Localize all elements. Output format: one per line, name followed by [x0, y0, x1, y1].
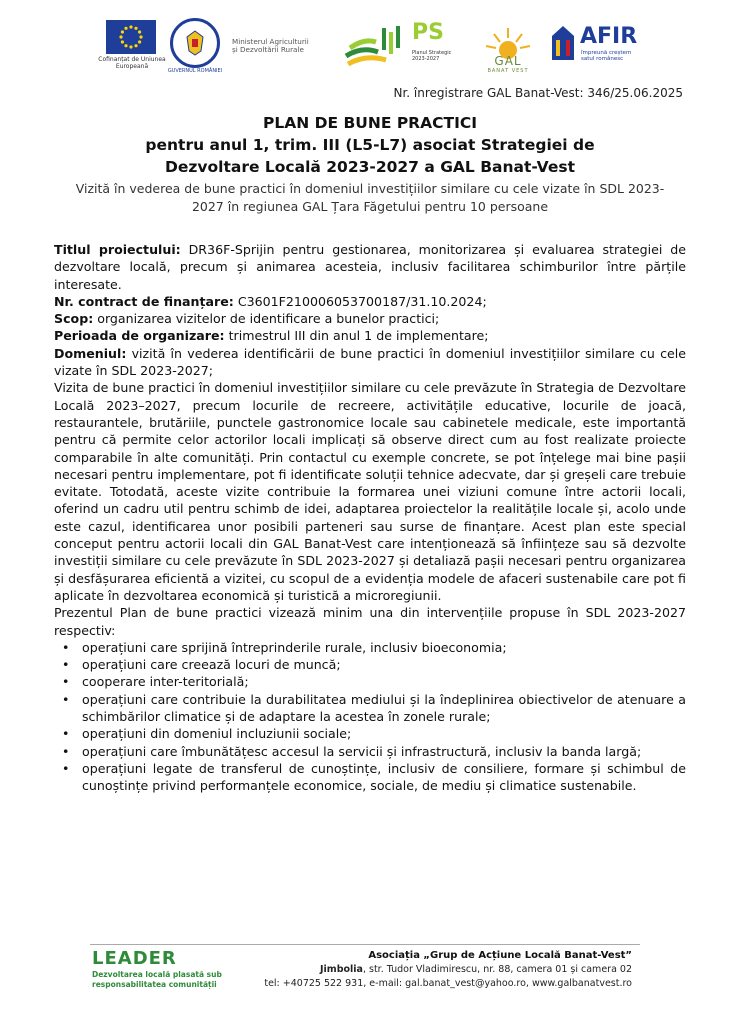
document-subtitle: Vizită în vederea de bune practici în domeniul investițiilor similare cu cele vizate în SDL 2023-2027 în regiunea GAL Țara Făgetului pentru 10 persoane [75, 181, 665, 214]
document-title-block [60, 112, 680, 216]
leader-caption: Dezvoltarea locală plasată sub responsabilitatea comunității [92, 970, 222, 989]
document-body [54, 241, 686, 795]
scope-paragraph [54, 310, 686, 327]
ps-logo-text: PS [412, 20, 444, 45]
gal-logo-text: GAL [494, 54, 522, 68]
contract-number-paragraph [54, 293, 686, 310]
contract-number-label: Nr. contract de finanțare: [54, 293, 234, 309]
contract-number-value: C3601F210006053700187/31.10.2024; [233, 293, 487, 309]
association-name: Asociația „Grup de Acțiune Locală Banat-Vest” [368, 950, 632, 961]
period-paragraph [54, 327, 686, 344]
afir-logo-text: AFIR [580, 24, 638, 49]
project-title-value: DR36F-Sprijin pentru gestionarea, monitorizarea și evaluarea strategiei de dezvoltare locală, precum și animarea acesteia, inclusiv facilitarea schimburilor între părțile interesate. [54, 242, 686, 292]
ps-caption: Planul Strategic 2023-2027 [412, 50, 452, 62]
main-paragraph: Vizita de bune practici în domeniul investițiilor similare cu cele prevăzute în Strategia de Dezvoltare Locală 2023–2027, precum locurile de recreere, activitățile educative, locurile de joacă, restaurantele, brutăriile, punctele gastronomice locale sau cabinetele medicale, este importantă pentru că permite celor actorilor locali implicați să observe direct cum au fost realizate proiecte comparabile în alte comunități. Prin contactul cu exemple concrete, se pot înțelege mai bine pașii necesari pentru implementare, pot fi identificate soluții tehnice adecvate, dar și greșeli care trebuie evitate. Totodată, aceste vizite contribuie la formarea unei viziuni comune între actorii locali, oferind un cadru util pentru schimb de idei, adaptarea proiectelor la realitățile locale și, acolo unde este cazul, identificarea unor posibili parteneri sau surse de finanțare. Acest plan este special conceput pentru actorii locali din GAL Banat-Vest care intenționează să înființeze sau să dezvolte investiții similare cu cele prevăzute în SDL 2023-2027 și detaliază pașii necesari pentru organizarea și desfășurarea eficientă a vizitei, cu scopul de a evidenția modele de afaceri sustenabile care pot fi aplicate în dezvoltarea economică și turistică a microregiunii. [54, 380, 686, 603]
eu-flag-icon [106, 20, 156, 54]
ps-wheat-logo-icon [342, 22, 406, 72]
footer-divider [90, 944, 640, 945]
scope-value: organizarea vizitelor de identificare a bunelor practici; [93, 311, 440, 327]
domain-value: vizită în vederea identificării de bune practici în domeniul investițiilor similare cu cele vizate în SDL 2023-2027; [54, 345, 686, 379]
list-item: • operațiuni care creează locuri de muncă; [74, 656, 686, 673]
document-title-line3: Dezvoltare Locală 2023-2027 a GAL Banat-Vest [165, 158, 575, 176]
document-title-line2: pentru anul 1, trim. III (L5-L7) asociat Strategiei de [145, 136, 595, 154]
list-item: • operațiuni care contribuie la durabilitatea mediului și la îndeplinirea obiectivelor de atenuare a schimbărilor climatice și de adaptare la acestea în zonele rurale; [74, 691, 686, 726]
government-emblem-icon [170, 18, 220, 68]
list-item: • operațiuni care îmbunătățesc accesul la servicii și infrastructură, inclusiv la banda largă; [74, 743, 686, 760]
ministry-name: Ministerul Agriculturii și Dezvoltării Rurale [232, 37, 309, 54]
afir-logo-icon [550, 24, 576, 64]
list-item: • operațiuni din domeniul incluziunii sociale; [74, 725, 686, 742]
association-address [320, 964, 632, 975]
domain-paragraph [54, 345, 686, 380]
government-caption: GUVERNUL ROMÂNIEI [167, 68, 223, 74]
leader-logo-text: LEADER [92, 948, 177, 969]
document-title: PLAN DE BUNE PRACTICI [263, 114, 477, 132]
eu-caption: Cofinanțat de Uniunea Europeană [98, 56, 166, 70]
page-footer [0, 944, 735, 1030]
address-street: , str. Tudor Vladimirescu, nr. 88, camera 01 și camera 02 [362, 964, 632, 975]
address-city: Jimbolia [320, 964, 363, 975]
project-title-paragraph [54, 241, 686, 293]
project-title-label: Titlul proiectului: [54, 242, 181, 257]
header-logos [0, 14, 735, 76]
list-item: • cooperare inter-teritorială; [74, 673, 686, 690]
period-label: Perioada de organizare: [54, 328, 225, 344]
list-item: • operațiuni legate de transferul de cunoștințe, inclusiv de consiliere, formare și schimbul de cunoștințe privind performanțele economice, sociale, de mediu și climatice sustenabile. [74, 760, 686, 795]
gal-caption: BANAT VEST [487, 68, 529, 74]
list-intro: Prezentul Plan de bune practici vizează minim una din intervențiile propuse în SDL 2023-2027 respectiv: [54, 605, 686, 638]
list-item: • operațiuni care sprijină întreprinderile rurale, inclusiv bioeconomia; [74, 639, 686, 656]
afir-caption: împreună creștem satul românesc [581, 50, 632, 62]
interventions-list [54, 639, 686, 795]
period-value: trimestrul III din anul 1 de implementare; [224, 328, 489, 344]
registration-number: Nr. înregistrare GAL Banat-Vest: 346/25.06.2025 [393, 86, 683, 100]
association-contact: tel: +40725 522 931, e-mail: gal.banat_vest@yahoo.ro, www.galbanatvest.ro [264, 978, 632, 989]
domain-label: Domeniul: [54, 345, 127, 361]
scope-label: Scop: [54, 311, 94, 327]
